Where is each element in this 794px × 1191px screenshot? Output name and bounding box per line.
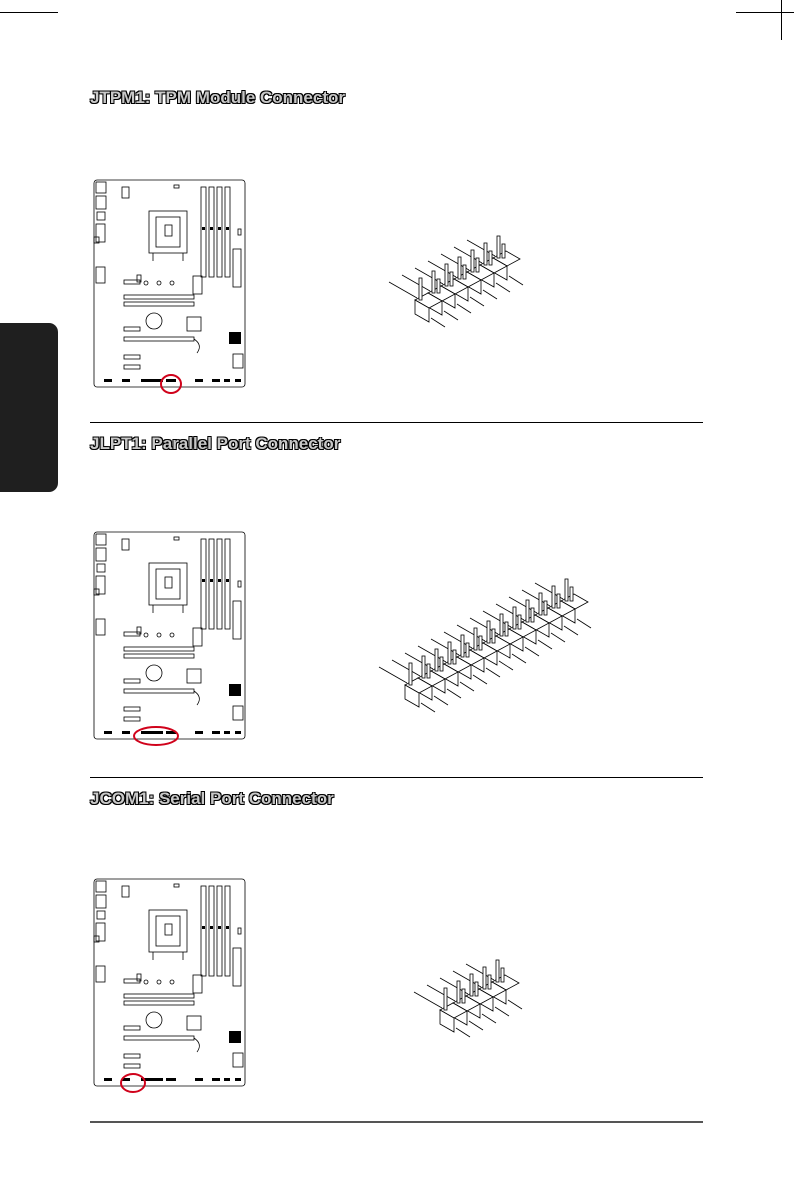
header-pin (444, 988, 447, 1010)
header-pin (419, 278, 422, 300)
header-pin (484, 243, 487, 265)
bottom-header (104, 731, 112, 734)
header-pin (552, 586, 555, 608)
bottom-header (195, 1078, 203, 1081)
dimm-notch (202, 926, 205, 929)
header-pin (518, 615, 521, 629)
pin-header-diagram (370, 210, 560, 335)
header-pin (557, 594, 560, 608)
pin-callout-line (447, 689, 461, 698)
atx-power-connector (233, 249, 241, 287)
header-pin (445, 264, 448, 286)
rear-io-port (96, 267, 105, 283)
pin-callout-line (538, 640, 552, 649)
fan-header (174, 185, 179, 188)
chipset (187, 1016, 201, 1030)
pin-header-jcom1 (430, 950, 560, 1045)
standoff-hole (170, 980, 174, 984)
bottom-header (235, 1078, 241, 1081)
pin-callout-line (421, 703, 435, 712)
pcie-x1-slot (124, 1064, 140, 1068)
pin-callout-line (389, 282, 417, 298)
dimm-slot (225, 187, 230, 277)
pin-callout-line (457, 304, 471, 313)
pin-callout-line (427, 985, 455, 1001)
pin-callout-line (577, 619, 591, 628)
motherboard-diagram-jtpm1 (93, 179, 246, 389)
rear-io-port (97, 911, 105, 919)
rear-io-port (96, 182, 106, 193)
dimm-slot (217, 886, 222, 976)
header-pin (462, 989, 465, 1003)
dimm-notch (210, 227, 213, 230)
dimm-notch (226, 926, 229, 929)
rear-io-port (96, 548, 106, 561)
bottom-header (141, 379, 163, 382)
motherboard-diagram-jcom1 (93, 878, 246, 1088)
section-title-jlpt1: JLPT1: Parallel Port Connector (90, 434, 341, 453)
header-pin (409, 663, 412, 685)
header (238, 229, 241, 235)
cmos-battery (146, 1012, 162, 1028)
fan-header (174, 884, 179, 887)
header-pin (450, 272, 453, 286)
standoff-hole (144, 980, 148, 984)
cmos-battery (146, 313, 162, 329)
header (193, 276, 202, 294)
header-pin (475, 982, 478, 996)
header (193, 975, 202, 993)
pin-callout-line (483, 290, 497, 299)
bottom-header (224, 379, 230, 382)
header-pin (502, 244, 505, 258)
header-pin (544, 601, 547, 615)
pcie-x16-slot (124, 647, 194, 651)
dimm-notch (218, 227, 221, 230)
cpu-power-connector (122, 886, 129, 897)
rear-io-port (97, 212, 105, 220)
pcie-x16-slot (124, 689, 194, 693)
pcie-x16-slot (124, 994, 194, 998)
dimm-slot (225, 886, 230, 976)
bottom-header (122, 379, 130, 382)
cpu-socket-core (165, 577, 172, 588)
standoff-hole (144, 633, 148, 637)
pcie-x1-slot (124, 717, 140, 721)
pcie-x1-slot (124, 707, 140, 711)
standoff-hole (157, 633, 161, 637)
rear-io-port (96, 576, 105, 594)
dimm-slot (209, 187, 214, 277)
chapter-side-tab (0, 323, 58, 492)
header-pin (463, 265, 466, 279)
header-pin (461, 635, 464, 657)
header-pin (539, 593, 542, 615)
pcie-x16-slot (124, 295, 194, 299)
pin-callout-line (431, 318, 445, 327)
header-pin (470, 974, 473, 996)
bottom-header (166, 379, 176, 382)
dimm-slot (201, 539, 206, 629)
pcie-x1-slot (124, 327, 140, 331)
dimm-slot (201, 187, 206, 277)
pin-callout-line (495, 1007, 509, 1016)
standoff-hole (157, 281, 161, 285)
header-pin (458, 257, 461, 279)
atx-power-connector (233, 948, 241, 986)
header-pin (487, 621, 490, 643)
pcie-x16-slot (124, 302, 194, 306)
bottom-header (235, 379, 241, 382)
pin-callout-line (392, 660, 420, 676)
crop-mark-top-right (736, 12, 794, 13)
motherboard-diagram-jlpt1 (93, 531, 246, 741)
pin-callout-line (509, 276, 523, 285)
sata-connector (233, 706, 243, 720)
rear-io-port (96, 619, 105, 635)
header-pin (437, 279, 440, 293)
header-pin (466, 643, 469, 657)
rear-io-port (96, 966, 105, 982)
header-pin (432, 271, 435, 293)
motherboard-layout (93, 531, 246, 741)
pcie-x1-slot (124, 365, 140, 369)
bottom-header (104, 1078, 112, 1081)
header-pin (422, 656, 425, 678)
dimm-slot (217, 539, 222, 629)
crop-mark-top-right-vertical (781, 0, 782, 40)
pin-header-diagram (365, 565, 625, 725)
dimm-notch (226, 579, 229, 582)
dimm-notch (218, 926, 221, 929)
header (238, 581, 241, 587)
header-pin (488, 975, 491, 989)
dimm-notch (226, 227, 229, 230)
bottom-header (224, 1078, 230, 1081)
bottom-header (122, 731, 130, 734)
header (193, 628, 202, 646)
dimm-slot (225, 539, 230, 629)
pin-callout-line (551, 633, 565, 642)
header-pin (496, 960, 499, 982)
header-pin (492, 629, 495, 643)
pcie-x16-slot (124, 337, 194, 341)
pin-callout-line (508, 1000, 522, 1009)
header-pin (497, 236, 500, 258)
rear-io-port (96, 895, 106, 908)
chipset (187, 317, 201, 331)
pcie-x1-slot (124, 1026, 140, 1030)
motherboard-layout (93, 179, 246, 389)
cpu-power-connector (122, 539, 129, 550)
pin-callout-line (470, 297, 484, 306)
pcie-x16-slot (124, 1036, 194, 1040)
cable-mark (194, 339, 199, 353)
standoff-hole (157, 980, 161, 984)
header-pin (570, 587, 573, 601)
bottom-header (212, 379, 220, 382)
header (238, 928, 241, 934)
header-pin (526, 600, 529, 622)
header-pin (435, 649, 438, 671)
pin-callout-line (414, 992, 442, 1008)
header-pin (474, 628, 477, 650)
dimm-notch (218, 579, 221, 582)
header-pin (440, 657, 443, 671)
pin-callout-line (469, 1021, 483, 1030)
dimm-slot (201, 886, 206, 976)
bottom-header (195, 731, 203, 734)
pin-callout-line (486, 668, 500, 677)
dimm-notch (210, 579, 213, 582)
standoff-hole (170, 633, 174, 637)
rear-io-port (96, 534, 106, 545)
rear-io-port (96, 224, 105, 242)
bottom-header (166, 1078, 176, 1081)
header-pin (457, 981, 460, 1003)
header-pin (501, 968, 504, 982)
sata-connector (233, 354, 243, 368)
cpu-socket-core (165, 924, 172, 935)
cable-mark (194, 691, 199, 705)
header-pin (448, 642, 451, 664)
cpu-socket-inner (156, 569, 180, 599)
header-pin (513, 607, 516, 629)
bottom-header (212, 731, 220, 734)
crop-mark-top-left (0, 12, 58, 13)
pin-callout-line (499, 661, 513, 670)
pin-callout-line (434, 696, 448, 705)
pin-callout-line (456, 1028, 470, 1037)
pin-callout-line (402, 275, 430, 291)
pin-callout-line (379, 667, 407, 683)
dimm-notch (202, 227, 205, 230)
bottom-header (235, 731, 241, 734)
location-highlight-circle (161, 375, 181, 393)
fan-header (174, 537, 179, 540)
pin-header-diagram (430, 950, 560, 1045)
pin-callout-line (460, 682, 474, 691)
rear-io-port (96, 923, 105, 941)
pcie-x1-slot (124, 1054, 140, 1058)
pcie-x16-slot (124, 654, 194, 658)
cmos-battery (146, 665, 162, 681)
cpu-socket-inner (156, 916, 180, 946)
location-highlight-circle (134, 727, 178, 745)
pcie-x1-slot (124, 355, 140, 359)
dimm-slot (209, 886, 214, 976)
cable-mark (194, 1038, 199, 1052)
sata-connector (233, 1053, 243, 1067)
standoff-hole (170, 281, 174, 285)
sata-connector-block (229, 684, 241, 696)
dimm-notch (202, 579, 205, 582)
section-divider (90, 422, 703, 423)
dimm-slot (217, 187, 222, 277)
sata-connector-block (229, 332, 241, 344)
rear-io-port (96, 196, 106, 209)
section-title-jtpm1: JTPM1: TPM Module Connector (90, 88, 345, 107)
cpu-socket-inner (156, 217, 180, 247)
pcie-x1-slot (124, 679, 140, 683)
bottom-header (224, 731, 230, 734)
standoff-hole (144, 281, 148, 285)
bottom-header (212, 1078, 220, 1081)
pin-callout-line (482, 1014, 496, 1023)
rear-io-port (97, 564, 105, 572)
section-divider (90, 777, 703, 778)
header-pin (500, 614, 503, 636)
pin-callout-line (473, 675, 487, 684)
pin-header-jtpm1 (370, 210, 560, 335)
atx-power-connector (233, 601, 241, 639)
header-pin (565, 579, 568, 601)
header-pin (505, 622, 508, 636)
header-pin (476, 258, 479, 272)
pin-callout-line (496, 283, 510, 292)
header-pin (531, 608, 534, 622)
motherboard-layout (93, 878, 246, 1088)
bottom-divider (90, 1121, 703, 1123)
header-pin (479, 636, 482, 650)
pin-callout-line (512, 654, 526, 663)
section-title-jcom1: JCOM1: Serial Port Connector (90, 789, 334, 808)
bottom-header (141, 731, 163, 734)
header-pin (489, 251, 492, 265)
dimm-slot (209, 539, 214, 629)
bottom-header (195, 379, 203, 382)
dimm-notch (210, 926, 213, 929)
pin-callout-line (564, 626, 578, 635)
header-pin (483, 967, 486, 989)
pin-header-jlpt1 (365, 565, 625, 725)
header-pin (453, 650, 456, 664)
sata-connector-block (229, 1031, 241, 1043)
cpu-power-connector (122, 187, 129, 198)
rear-io-port (96, 881, 106, 892)
pcie-x16-slot (124, 1001, 194, 1005)
chipset (187, 669, 201, 683)
header-pin (471, 250, 474, 272)
pin-callout-line (525, 647, 539, 656)
cpu-socket-core (165, 225, 172, 236)
pin-callout-line (444, 311, 458, 320)
location-highlight-circle (121, 1074, 145, 1092)
bottom-header (104, 379, 112, 382)
header-pin (427, 664, 430, 678)
